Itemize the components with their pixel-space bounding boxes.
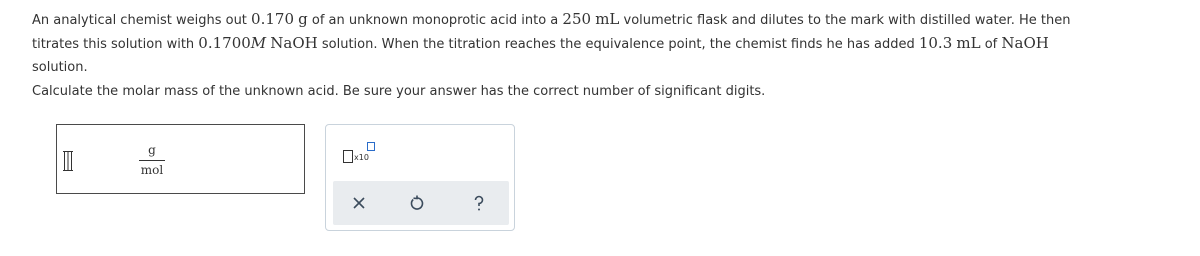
flask-volume-value: 250: [562, 10, 592, 28]
fraction-bar: [139, 160, 165, 161]
problem-text: of an unknown monoprotic acid into a: [307, 13, 563, 28]
mass-unit: g: [298, 10, 308, 28]
unit-numerator: g: [148, 143, 156, 157]
unit-denominator: mol: [140, 163, 164, 177]
close-icon: [349, 193, 369, 213]
help-button[interactable]: [469, 193, 489, 213]
question-prompt: Calculate the molar mass of the unknown acid. Be sure your answer has the correct number of significant digits.: [32, 84, 766, 99]
undo-button[interactable]: [407, 193, 427, 213]
flask-volume-unit: mL: [595, 10, 620, 28]
question-mark-icon: [469, 193, 489, 213]
problem-text: solution. When the titration reaches the equivalence point, the chemist finds he has added: [317, 37, 919, 52]
concentration-value: 0.1700: [198, 34, 251, 52]
problem-statement: [32, 8, 1182, 79]
base-formula-2: NaOH: [1001, 34, 1049, 52]
toolbox-actions: [333, 181, 509, 225]
titrant-volume-unit: mL: [956, 34, 981, 52]
titrant-volume-value: 10.3: [918, 34, 953, 52]
problem-text: volumetric flask and dilutes to the mark with distilled water. He then: [619, 13, 1071, 28]
concentration-unit: M: [250, 34, 267, 52]
problem-text: An analytical chemist weighs out: [32, 13, 252, 28]
input-cursor-icon: [63, 149, 73, 173]
clear-button[interactable]: [349, 193, 369, 213]
answer-value-field[interactable]: [63, 149, 73, 173]
sci-notation-label: x10: [354, 153, 369, 162]
unit-fraction: [139, 143, 165, 177]
mass-value: 0.170: [251, 10, 294, 28]
answer-input-box[interactable]: [56, 124, 305, 194]
scientific-notation-button[interactable]: [343, 142, 383, 166]
problem-line-3: solution.: [32, 60, 88, 75]
math-toolbox: [325, 124, 515, 231]
undo-icon: [407, 193, 427, 213]
problem-line-1: [32, 8, 1182, 32]
problem-text: titrates this solution with: [32, 37, 199, 52]
problem-line-2: [32, 32, 1182, 56]
mantissa-box-icon: [343, 150, 353, 163]
exponent-box-icon: [367, 142, 375, 151]
base-formula: NaOH: [270, 34, 318, 52]
problem-text: of: [980, 37, 1002, 52]
